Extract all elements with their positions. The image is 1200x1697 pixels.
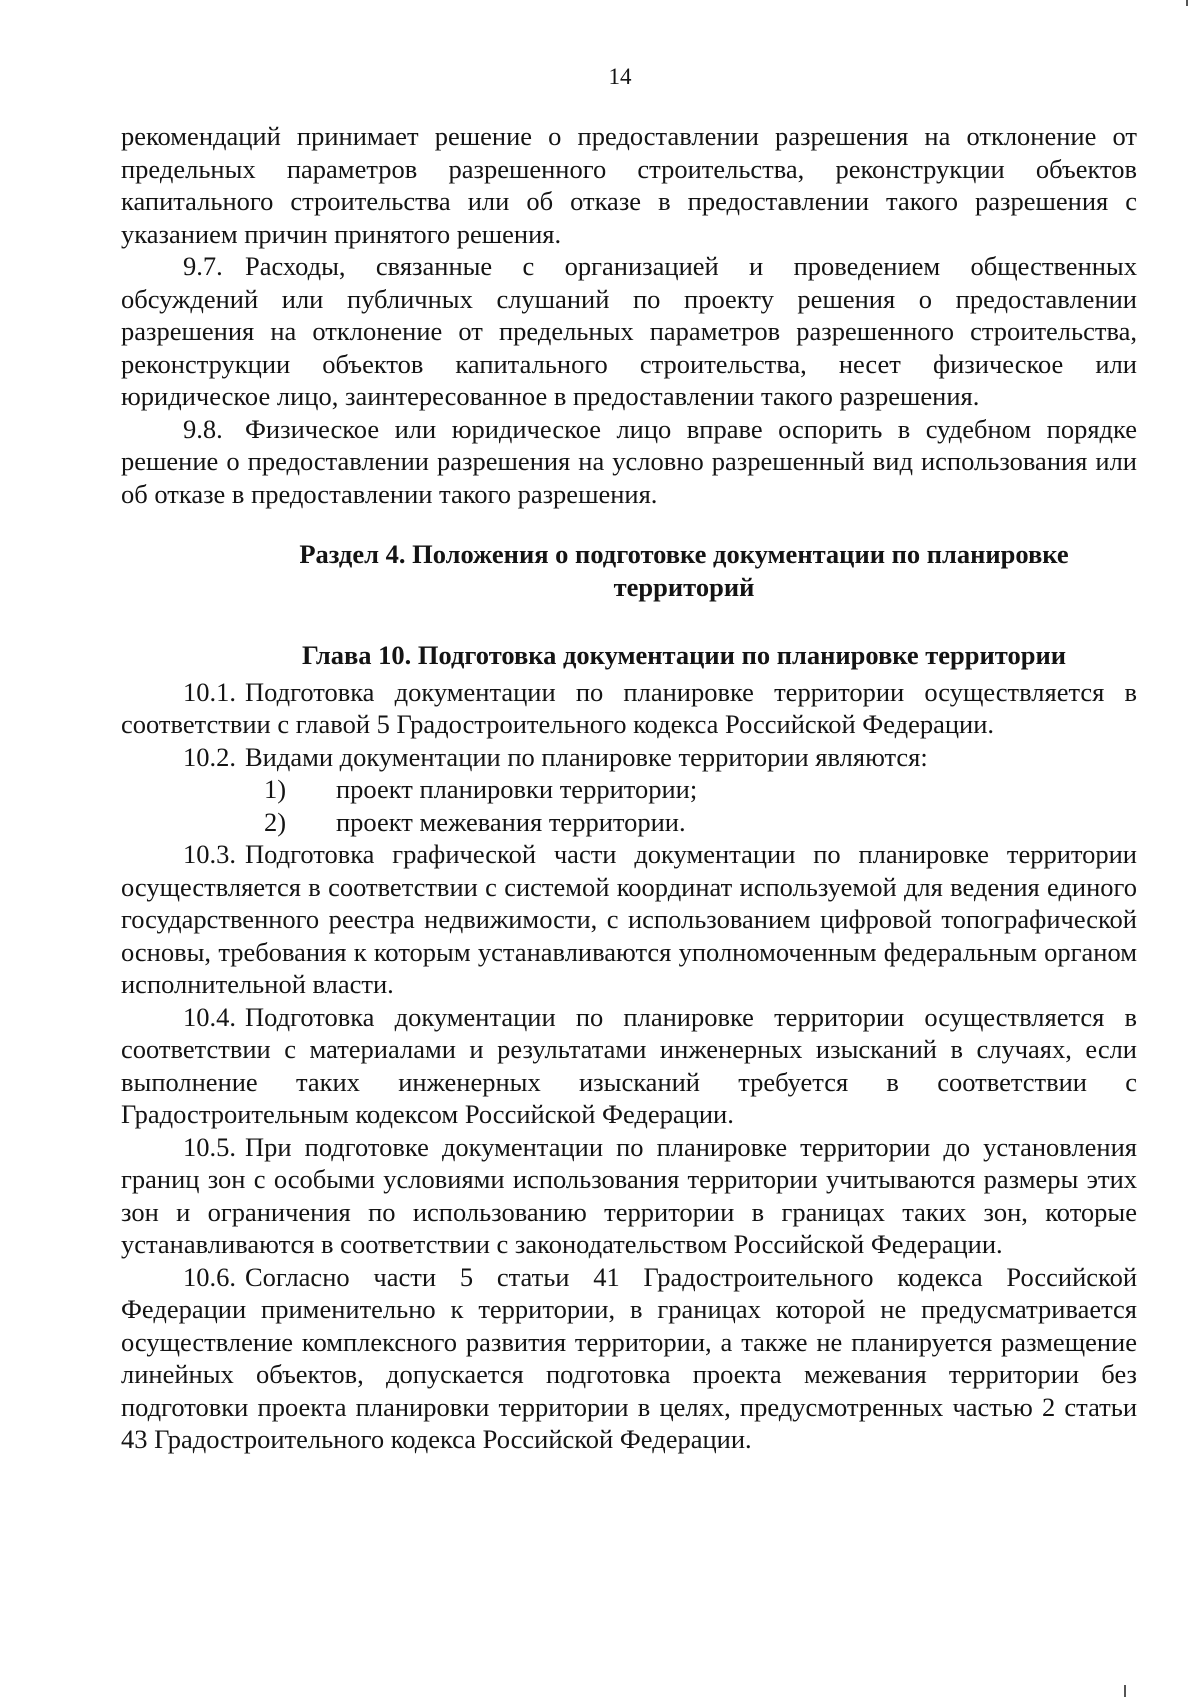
section-heading-line-1: Раздел 4. Положения о подготовке документации по планировке <box>299 539 1069 569</box>
paragraph-number: 10.4. <box>183 1001 236 1032</box>
paragraph-10-2 <box>121 741 1137 774</box>
list-marker: 1) <box>264 774 287 804</box>
paragraph-number: 10.6. <box>183 1261 236 1292</box>
paragraph-number: 10.2. <box>183 741 236 772</box>
scan-edge-mark-top <box>1186 0 1188 6</box>
paragraph-text: Согласно части 5 статьи 41 Градостроительного кодекса Российской Федерации применительно к территории, в границах которой не предусматривается осуществление комплексного развития территории, а также не планируется размещение линейных объектов, допускается подготовка проекта межевания территории без подготовки проекта планировки территории в целях, предусмотренных частью 2 статьи 43 Градостроительного кодекса Российской Федерации. <box>121 1261 1137 1454</box>
paragraph-number: 9.7. <box>183 251 223 281</box>
paragraph-number: 9.8. <box>183 413 223 444</box>
document-body <box>121 120 1137 1456</box>
list-item-text: проект межевания территории. <box>336 806 686 837</box>
paragraph-10-1 <box>121 676 1137 741</box>
paragraph-number: 10.5. <box>183 1131 236 1162</box>
paragraph-text: Видами документации по планировке территории являются: <box>245 741 928 772</box>
paragraph-text: При подготовке документации по планировке территории до установления границ зон с особыми условиями использования территории учитываются размеры этих зон и ограничения по использованию территории в границах таких зон, которые устанавливаются в соответствии с законодательством Российской Федерации. <box>121 1131 1137 1259</box>
paragraph-text: Расходы, связанные с организацией и проведением общественных обсуждений или публичных слушаний по проекту решения о предоставлении разрешения на отклонение от предельных параметров разрешенного строительства, реконструкции объектов капитального строительства, несет физическое или юридическое лицо, заинтересованное в предоставлении такого разрешения. <box>121 251 1137 411</box>
list-item <box>121 806 1137 839</box>
section-heading <box>121 538 1137 603</box>
paragraph-text: Подготовка документации по планировке территории осуществляется в соответствии с материалами и результатами инженерных изысканий в случаях, если выполнение таких инженерных изысканий требуется в соответствии с Градостроительным кодексом Российской Федерации. <box>121 1001 1137 1129</box>
paragraph-9-7 <box>121 250 1137 413</box>
paragraph-number: 10.3. <box>183 839 236 869</box>
list-item <box>121 773 1137 806</box>
paragraph-10-4 <box>121 1001 1137 1131</box>
scan-edge-mark-bottom <box>1124 1685 1126 1697</box>
paragraph-10-6 <box>121 1261 1137 1456</box>
list-marker: 2) <box>264 806 287 837</box>
section-heading-line-2: территорий <box>613 571 755 602</box>
chapter-heading: Глава 10. Подготовка документации по планировке территории <box>302 640 1066 670</box>
paragraph-9-8 <box>121 413 1137 511</box>
paragraph-10-3 <box>121 838 1137 1001</box>
paragraph-9-6-continuation: рекомендаций принимает решение о предоставлении разрешения на отклонение от предельных параметров разрешенного строительства, реконструкции объектов капитального строительства или об отказе в предоставлении такого разрешения с указанием причин принятого решения. <box>121 121 1137 249</box>
paragraph-10-5 <box>121 1131 1137 1261</box>
paragraph-text: Физическое или юридическое лицо вправе оспорить в судебном порядке решение о предоставлении разрешения на условно разрешенный вид использования или об отказе в предоставлении такого разрешения. <box>121 413 1137 509</box>
paragraph-number: 10.1. <box>183 676 236 707</box>
paragraph-text: Подготовка графической части документации по планировке территории осуществляется в соответствии с системой координат используемой для ведения единого государственного реестра недвижимости, с использованием цифровой топографической основы, требования к которым устанавливаются уполномоченным федеральным органом исполнительной власти. <box>121 839 1137 999</box>
list-item-text: проект планировки территории; <box>336 774 698 804</box>
page-number: 14 <box>608 64 632 89</box>
paragraph-text: Подготовка документации по планировке территории осуществляется в соответствии с главой 5 Градостроительного кодекса Российской Федерации. <box>121 676 1137 739</box>
